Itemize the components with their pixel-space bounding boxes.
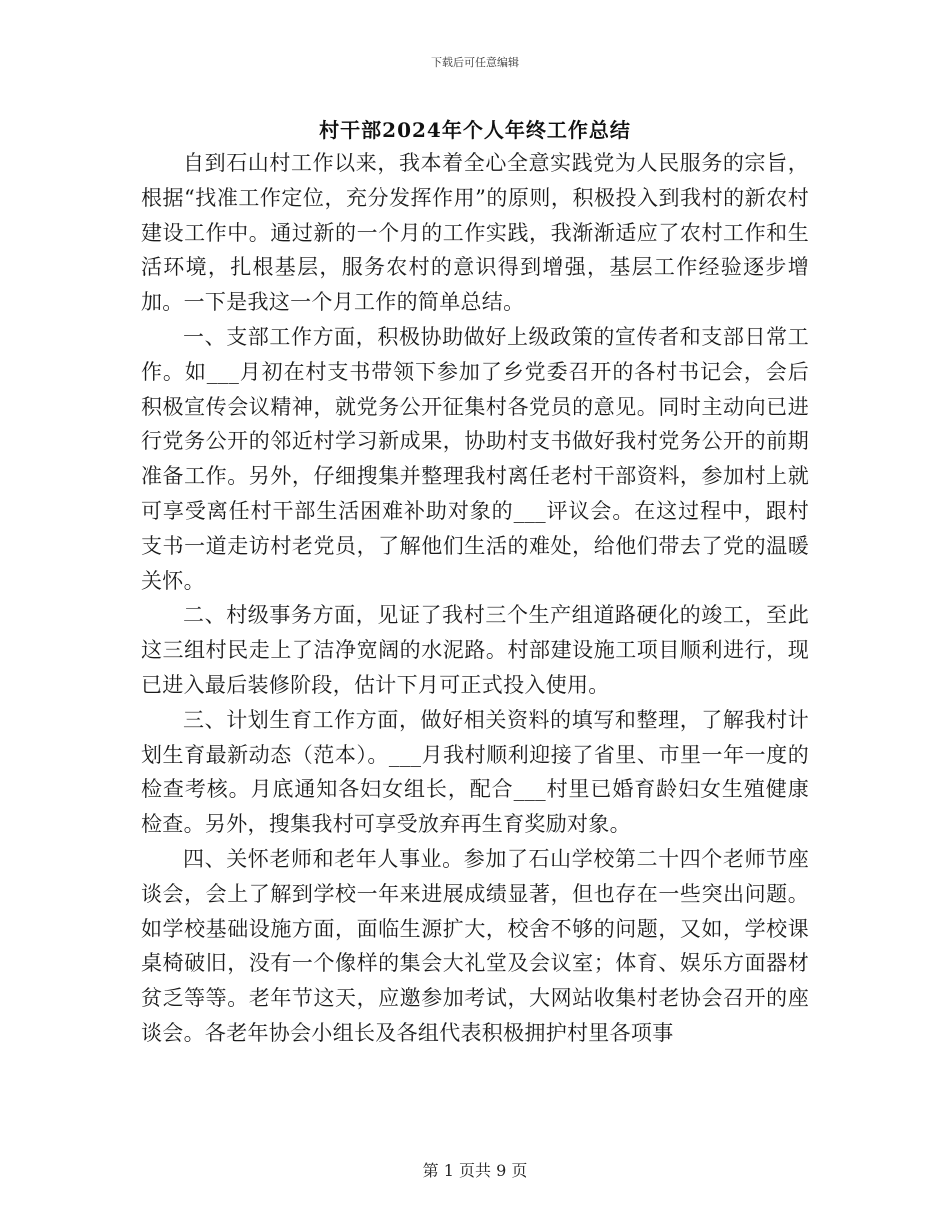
header-note: 下载后可任意编辑 — [431, 56, 519, 69]
paragraph-party-work: 一、支部工作方面，积极协助做好上级政策的宣传者和支部日常工作。如___月初在村支书带领下参加了乡党委召开的各村书记会，会后积极宣传会议精神，就党务公开征集村各党员的意见。同时主动向已进行党务公开的邻近村学习新成果，协助村支书做好我村党务公开的前期准备工作。另外，仔细搜集并整理我村离任老村干部资料，参加村上就可享受离任村干部生活困难补助对象的___评议会。在这过程中，跟村支书一道走访村老党员，了解他们生活的难处，给他们带去了党的温暖关怀。 — [141, 324, 809, 593]
paragraph-family-planning: 三、计划生育工作方面，做好相关资料的填写和整理，了解我村计划生育最新动态（范本）。___月我村顺利迎接了省里、市里一年一度的检查考核。月底通知各妇女组长，配合___村里已婚育龄妇女生殖健康检查。另外，搜集我村可享受放弃再生育奖励对象。 — [141, 707, 809, 837]
page-number: 第 1 页共 9 页 — [422, 1161, 528, 1180]
paragraph-teachers-elderly: 四、关怀老师和老年人事业。参加了石山学校第二十四个老师节座谈会，会上了解到学校一年来进展成绩显著，但也存在一些突出问题。如学校基础设施方面，面临生源扩大，校舍不够的问题，又如，学校课桌椅破旧，没有一个像样的集会大礼堂及会议室；体育、娱乐方面器材贫乏等等。老年节这天，应邀参加考试，大网站收集村老协会召开的座谈会。各老年协会小组长及各组代表积极拥护村里各项事 — [141, 846, 809, 1045]
paragraph-intro: 自到石山村工作以来，我本着全心全意实践党为人民服务的宗旨，根据“找准工作定位，充分发挥作用”的原则，积极投入到我村的新农村建设工作中。通过新的一个月的工作实践，我渐渐适应了农村工作和生活环境，扎根基层，服务农村的意识得到增强，基层工作经验逐步增加。一下是我这一个月工作的简单总结。 — [141, 151, 809, 315]
document-body — [141, 146, 809, 1051]
paragraph-village-affairs: 二、村级事务方面，见证了我村三个生产组道路硬化的竣工，至此这三组村民走上了洁净宽阔的水泥路。村部建设施工项目顺利进行，现已进入最后装修阶段，估计下月可正式投入使用。 — [141, 603, 809, 697]
document-title: 村干部2024年个人年终工作总结 — [319, 118, 631, 142]
